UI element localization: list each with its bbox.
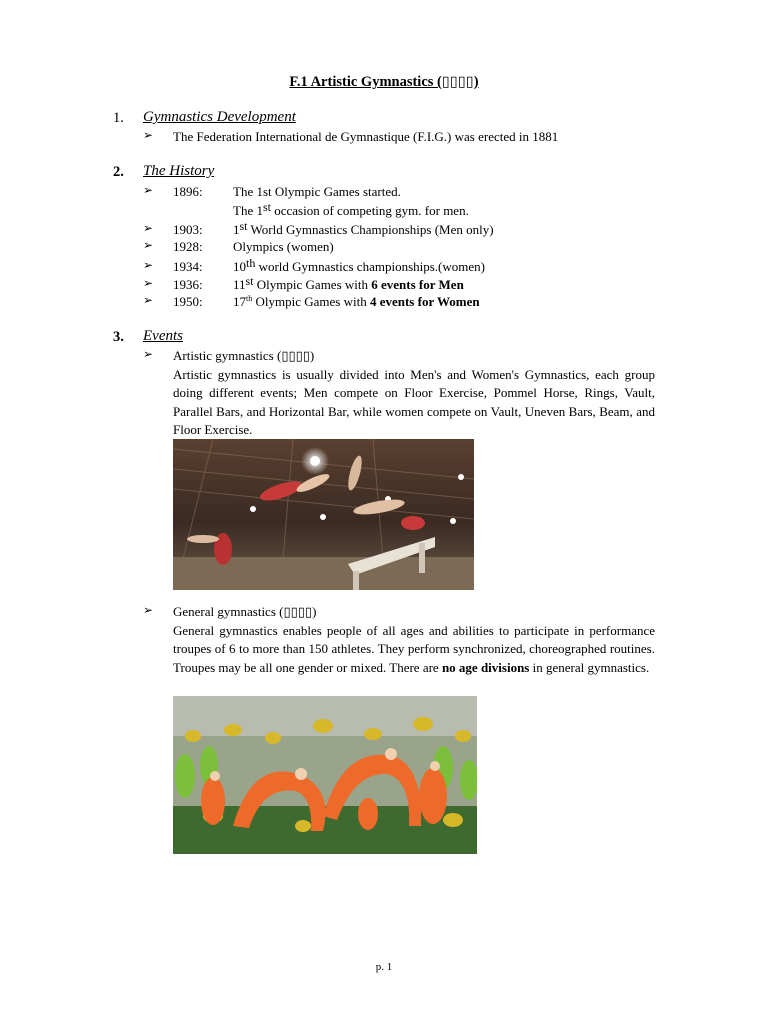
section-1-heading: Gymnastics Development — [143, 109, 296, 125]
history-year: 1934: — [173, 259, 203, 274]
artistic-gymnastics-photo — [173, 439, 474, 590]
arrow-bullet-icon: ➢ — [143, 293, 154, 307]
general-gymnastics-photo — [173, 696, 477, 854]
history-year: 1950: — [173, 294, 203, 309]
event-description-artistic: Artistic gymnastics is usually divided into Men's and Women's Gymnastics, each group doing different events; Men compete on Floor Exercise, Pommel Horse, Rings, Vault, Parallel Bars, and Horizontal Bar, while women compete on Vault, Uneven Bars, Beam, and Floor Exercise. — [173, 367, 655, 437]
arrow-bullet-icon: ➢ — [143, 238, 154, 252]
history-text: 17th Olympic Games with 4 events for Women — [233, 294, 480, 309]
history-year: 1936: — [173, 277, 203, 292]
section-1-number: 1. — [113, 110, 124, 126]
arrow-bullet-icon: ➢ — [143, 183, 154, 197]
history-text: 11st Olympic Games with 6 events for Men — [233, 274, 464, 292]
arrow-bullet-icon: ➢ — [143, 221, 154, 235]
history-text: 1st World Gymnastics Championships (Men only) — [233, 219, 494, 237]
event-name-artistic: Artistic gymnastics (▯▯▯▯) — [173, 348, 315, 363]
arrow-bullet-icon: ➢ — [143, 603, 154, 617]
section-2-number: 2. — [113, 164, 124, 180]
arrow-bullet-icon: ➢ — [143, 347, 154, 361]
document-title: F.1 Artistic Gymnastics (▯▯▯▯) — [289, 74, 479, 90]
arrow-bullet-icon: ➢ — [143, 276, 154, 290]
arrow-bullet-icon: ➢ — [143, 258, 154, 272]
history-year: 1903: — [173, 222, 203, 237]
history-text: Olympics (women) — [233, 239, 334, 254]
history-year: 1896: — [173, 184, 203, 199]
page-number: p. 1 — [375, 961, 393, 973]
history-text: The 1st occasion of competing gym. for men. — [233, 200, 469, 218]
arrow-bullet-icon: ➢ — [143, 128, 154, 142]
event-name-general: General gymnastics (▯▯▯▯) — [173, 604, 317, 619]
section-3-heading: Events — [143, 328, 183, 344]
history-text: 10th world Gymnastics championships.(women) — [233, 256, 485, 274]
event-description-general: General gymnastics enables people of all ages and abilities to participate in performance troupes of 6 to more than 150 athletes. They perform synchronized, choreographed routines. Troupes may be all one gender or mixed. There are no age divisions in general gymnastics. — [173, 623, 655, 675]
development-item: The Federation International de Gymnastique (F.I.G.) was erected in 1881 — [173, 129, 559, 144]
section-3-number: 3. — [113, 329, 124, 345]
history-year: 1928: — [173, 239, 203, 254]
section-2-heading: The History — [143, 163, 215, 179]
history-text: The 1st Olympic Games started. — [233, 184, 401, 199]
